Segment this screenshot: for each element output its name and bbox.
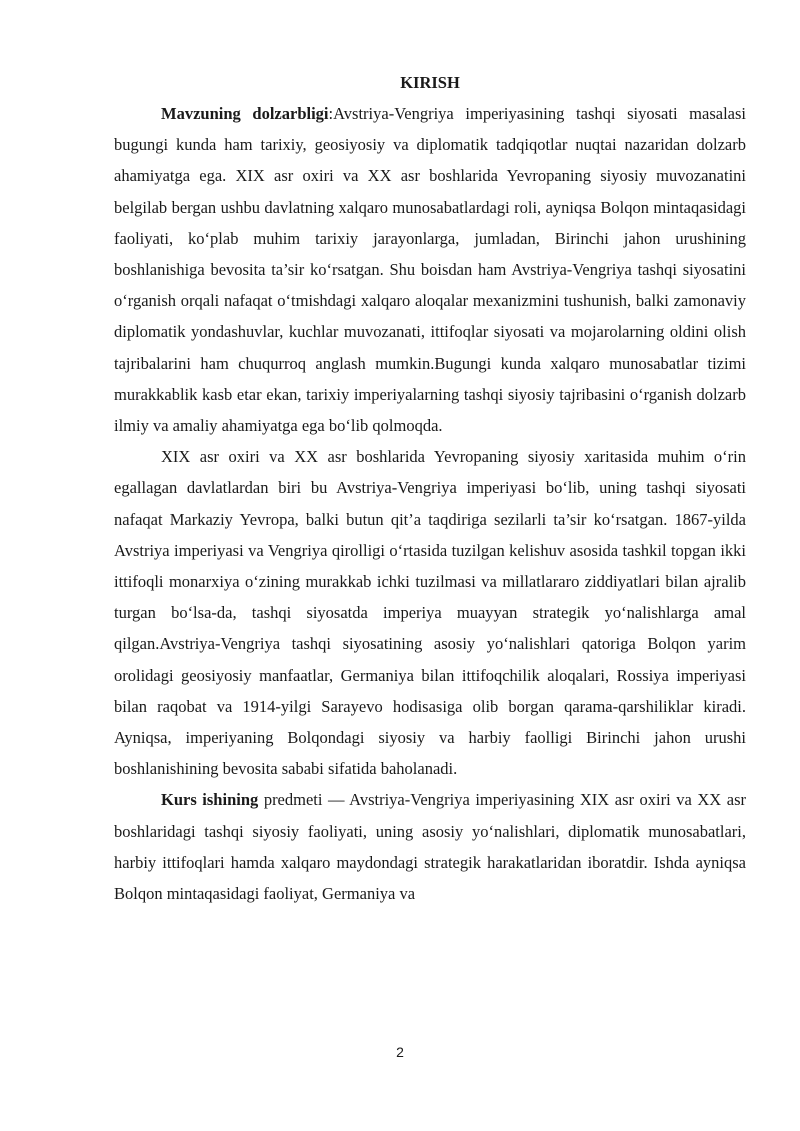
- paragraph-text-subject: predmeti — Avstriya-Vengriya imperiyasining XIX asr oxiri va XX asr boshlaridagi tashqi siyosiy faoliyati, uning asosiy yo‘nalishlari, diplomatik munosabatlari, harbiy ittifoqlari hamda xalqaro maydondagi strategik harakatlaridan iboratdir. Ishda ayniqsa Bolqon mintaqasidagi faoliyat, Germaniya va: [114, 790, 746, 904]
- paragraph-text-foreign-policy: XIX asr oxiri va XX asr boshlarida Yevropaning siyosiy xaritasida muhim o‘rin egallagan davlatlardan biri bu Avstriya-Vengriya imperiyasi bo‘lib, uning tashqi siyosati nafaqat Markaziy Yevropa, balki butun qit’a taqdiriga sezilarli ta’sir ko‘rsatgan. 1867-yilda Avstriya imperiyasi va Vengriya qirolligi o‘rtasida tuzilgan kelishuv asosida tashkil topgan ikki ittifoqli monarxiya o‘zining murakkab ichki tuzilmasi va millatlararo ziddiyatlari bilan ajralib turgan bo‘lsa-da, tashqi siyosatda imperiya muayyan strategik yo‘nalishlarga amal qilgan.Avstriya-Vengriya tashqi siyosatining asosiy yo‘nalishlari qatoriga Bolqon yarim orolidagi geosiyosiy manfaatlar, Germaniya bilan ittifoqchilik aloqalari, Rossiya imperiyasi bilan raqobat va 1914-yilgi Sarayevo hodisasiga olib borgan qarama-qarshiliklar kiradi. Ayniqsa, imperiyaning Bolqondagi siyosiy va harbiy faolligi Birinchi jahon urushi boshlanishining bevosita sababi sifatida baholanadi.: [114, 447, 746, 779]
- paragraph-lead-subject: Kurs ishining: [161, 790, 259, 810]
- paragraph-lead-relevance: Mavzuning dolzarbligi: [161, 104, 329, 123]
- paragraph-foreign-policy: [114, 441, 746, 784]
- page-number: 2: [396, 1044, 404, 1060]
- paragraph-text-relevance: :Avstriya-Vengriya imperiyasining tashqi siyosati masalasi bugungi kunda ham tarixiy, geosiyosiy va diplomatik tadqiqotlar nuqtai nazaridan dolzarb ahamiyatga ega. XIX asr oxiri va XX asr boshlarida Yevropaning siyosiy muvozanatini belgilab bergan ushbu davlatning xalqaro munosabatlardagi roli, ayniqsa Bolqon mintaqasidagi faoliyati, ko‘plab muhim tarixiy jarayonlarga, jumladan, Birinchi jahon urushining boshlanishiga bevosita ta’sir ko‘rsatgan. Shu boisdan ham Avstriya-Vengriya tashqi siyosatini o‘rganish orqali nafaqat o‘tmishdagi xalqaro aloqalar mexanizmini tushunish, balki zamonaviy diplomatik yondashuvlar, kuchlar muvozanati, ittifoqlar siyosati va mojarolarning oldini olish tajribalarini ham chuqurroq anglash mumkin.Bugungi kunda xalqaro munosabatlar tizimi murakkablik kasb etar ekan, tarixiy imperiyalarning tashqi siyosiy tajribasini o‘rganish dolzarb ilmiy va amaliy ahamiyatga ega bo‘lib qolmoqda.: [114, 104, 746, 436]
- paragraph-relevance: [114, 98, 746, 441]
- section-heading: KIRISH: [400, 73, 460, 92]
- paragraph-subject: [114, 784, 746, 909]
